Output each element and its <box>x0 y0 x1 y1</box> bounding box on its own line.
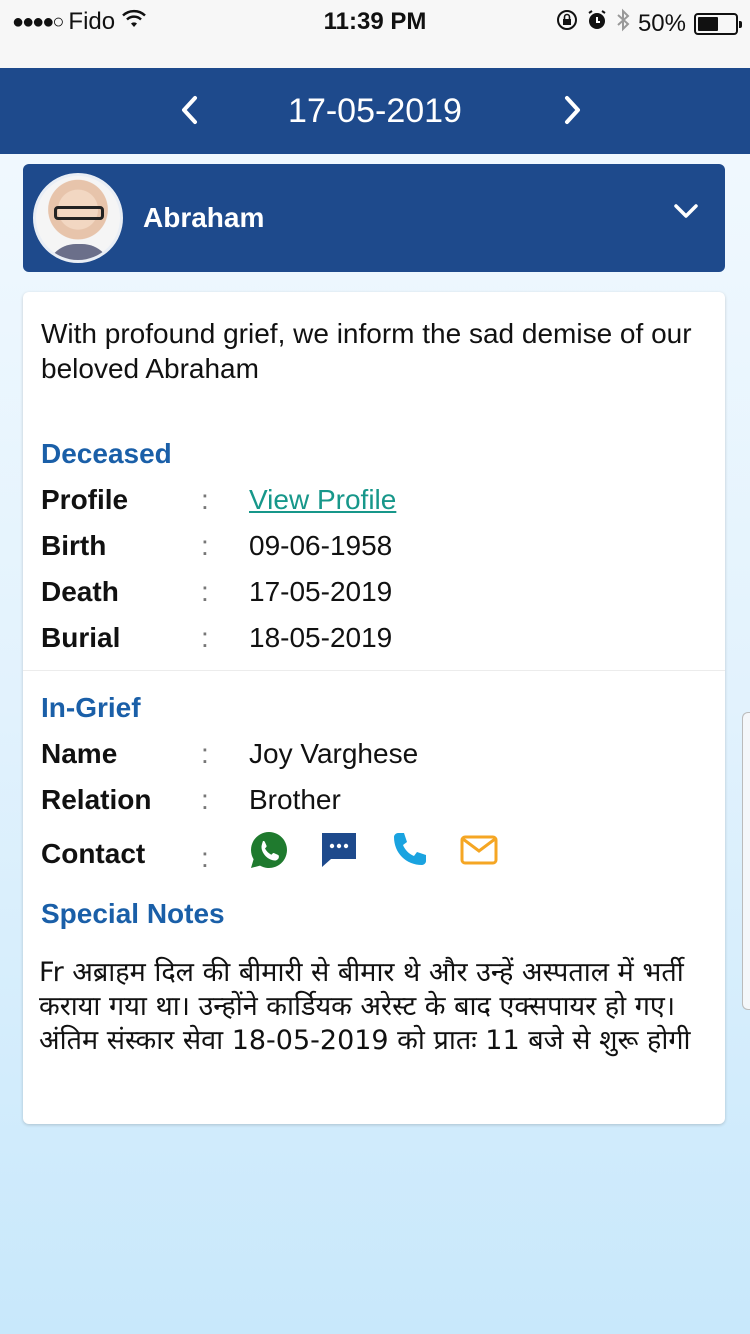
row-relation <box>41 784 701 824</box>
phone-icon[interactable] <box>389 830 429 870</box>
obituary-card <box>23 292 725 1124</box>
next-date-button[interactable] <box>552 90 592 130</box>
row-death <box>41 576 701 616</box>
person-name: Abraham <box>143 202 265 233</box>
alarm-icon <box>586 9 608 38</box>
row-label: Name <box>41 738 118 769</box>
row-label: Relation <box>41 784 152 815</box>
row-label: Burial <box>41 622 121 653</box>
mourner-relation: Brother <box>249 784 341 815</box>
battery-percentage: 50% <box>637 9 686 37</box>
status-time: 11:39 PM <box>323 8 427 35</box>
row-label: Profile <box>41 484 129 515</box>
row-colon: : <box>201 484 209 515</box>
signal-strength-icon: ●●●●○ <box>12 10 63 33</box>
row-contact <box>41 838 701 878</box>
person-header-expander[interactable] <box>23 164 725 272</box>
chevron-left-icon <box>180 95 200 125</box>
special-notes-text: Fr अब्राहम दिल की बीमारी से बीमार थे और उन्हें अस्पताल में भर्ती कराया गया था। उन्होंने कार्डियक अरेस्ट के बाद एक्सपायर हो गए। अंतिम संस्कार सेवा 18-05-2019 को प्रातः 11 बजे से शुरू होगी <box>39 957 691 1056</box>
row-colon: : <box>201 622 209 653</box>
chevron-right-icon <box>562 95 582 125</box>
burial-date: 18-05-2019 <box>249 622 393 653</box>
row-label: Contact <box>41 838 146 869</box>
avatar <box>33 173 123 263</box>
bluetooth-icon <box>616 8 630 39</box>
row-colon: : <box>201 784 209 815</box>
section-divider <box>23 670 725 671</box>
intro-message: With profound grief, we inform the sad demise of our beloved Abraham <box>41 318 692 384</box>
row-colon: : <box>201 842 209 873</box>
scroll-indicator[interactable] <box>742 712 750 1010</box>
section-title-deceased: Deceased <box>41 438 172 469</box>
section-title-in-grief: In-Grief <box>41 692 141 723</box>
row-name <box>41 738 701 778</box>
birth-date: 09-06-1958 <box>249 530 393 561</box>
death-date: 17-05-2019 <box>249 576 393 607</box>
mail-icon[interactable] <box>459 830 499 870</box>
chevron-down-icon[interactable] <box>673 202 699 225</box>
message-icon[interactable] <box>319 830 359 870</box>
view-profile-link[interactable]: View Profile <box>249 484 397 515</box>
mourner-name: Joy Varghese <box>249 738 419 769</box>
date-navigation-bar <box>0 68 750 154</box>
row-colon: : <box>201 576 209 607</box>
battery-icon <box>694 13 738 35</box>
rotation-lock-icon <box>556 9 578 38</box>
previous-date-button[interactable] <box>170 90 210 130</box>
current-date: 17-05-2019 <box>288 91 462 130</box>
row-burial <box>41 622 701 662</box>
row-profile <box>41 484 701 524</box>
row-label: Birth <box>41 530 107 561</box>
row-label: Death <box>41 576 119 607</box>
contact-icons <box>249 830 499 870</box>
row-colon: : <box>201 530 209 561</box>
carrier-name: Fido <box>68 8 116 35</box>
status-bar <box>0 0 750 68</box>
row-birth <box>41 530 701 570</box>
section-title-special-notes: Special Notes <box>41 898 225 929</box>
whatsapp-icon[interactable] <box>249 830 289 870</box>
row-colon: : <box>201 738 209 769</box>
